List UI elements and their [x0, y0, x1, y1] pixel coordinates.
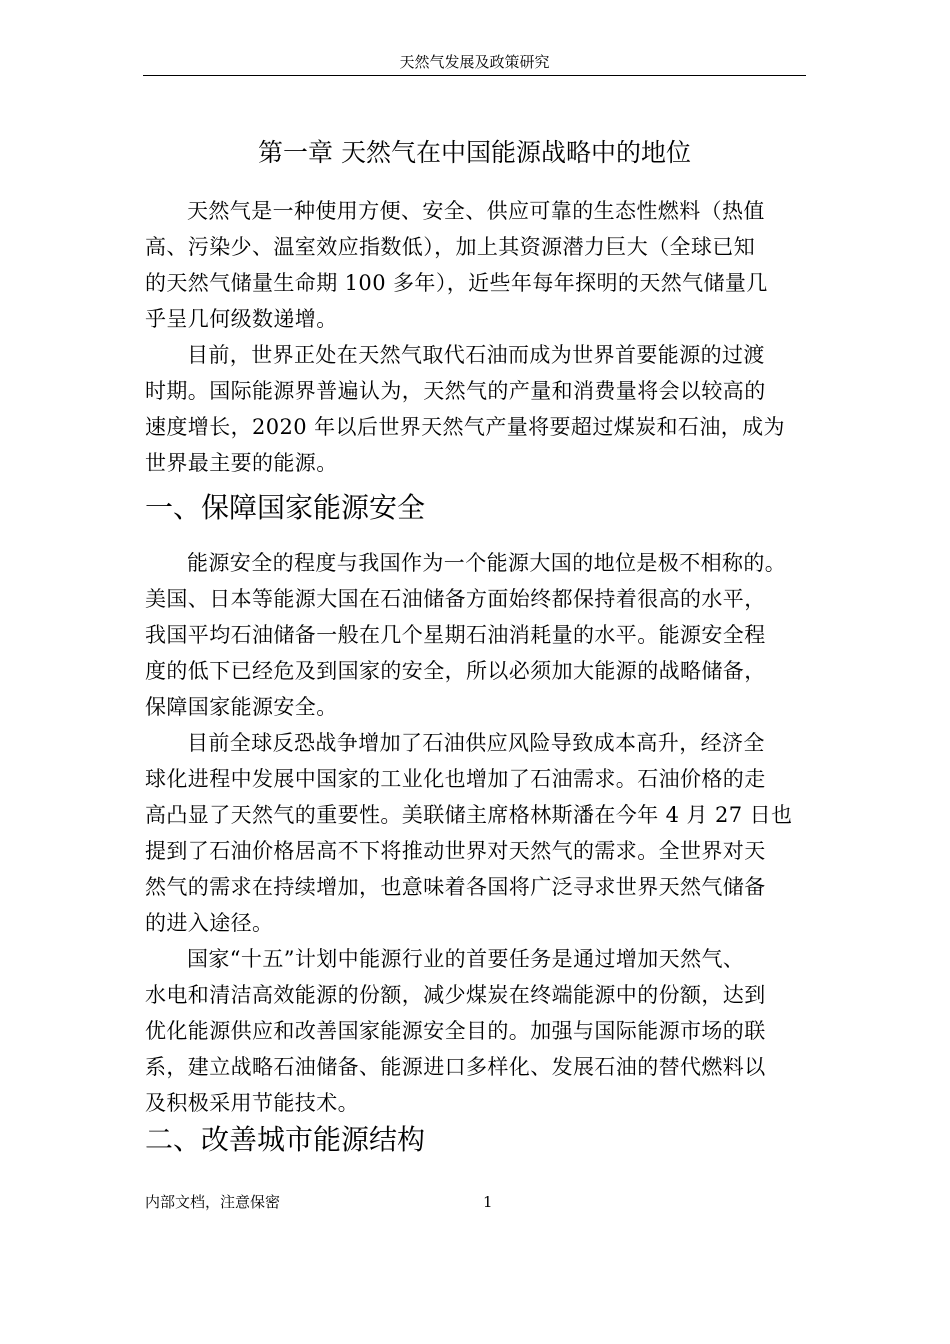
text-line: 能源安全的程度与我国作为一个能源大国的地位是极不相称的。 — [187, 551, 787, 575]
section-heading: 一、保障国家能源安全 — [145, 491, 426, 524]
paragraph — [145, 545, 825, 725]
text-line: 高、污染少、温室效应指数低），加上其资源潜力巨大（全球已知 — [145, 235, 756, 259]
text-line: 球化进程中发展中国家的工业化也增加了石油需求。石油价格的走 — [145, 767, 766, 791]
text-line: 高凸显了天然气的重要性。美联储主席格林斯潘在今年 4 月 27 日也 — [145, 803, 793, 827]
paragraph — [145, 193, 825, 337]
text-line: 时期。国际能源界普遍认为，天然气的产量和消费量将会以较高的 — [145, 379, 766, 403]
page-number: 1 — [483, 1193, 493, 1211]
text-line: 乎呈几何级数递增。 — [145, 307, 338, 331]
chapter-title: 第一章 天然气在中国能源战略中的地位 — [258, 138, 691, 167]
section1-body — [145, 545, 825, 1121]
header-rule — [143, 75, 806, 76]
text-line: 速度增长，2020 年以后世界天然气产量将要超过煤炭和石油，成为 — [145, 415, 785, 439]
text-line: 然气的需求在持续增加，也意味着各国将广泛寻求世界天然气储备 — [145, 875, 766, 899]
text-line: 的进入途径。 — [145, 911, 274, 935]
text-line: 的天然气储量生命期 100 多年），近些年每年探明的天然气储量几 — [145, 271, 768, 295]
text-line: 优化能源供应和改善国家能源安全目的。加强与国际能源市场的联 — [145, 1019, 766, 1043]
paragraph — [145, 337, 825, 481]
text-line: 系，建立战略石油储备、能源进口多样化、发展石油的替代燃料以 — [145, 1055, 766, 1079]
text-line: 度的低下已经危及到国家的安全，所以必须加大能源的战略储备， — [145, 659, 766, 683]
text-line: 目前全球反恐战争增加了石油供应风险导致成本高升，经济全 — [187, 731, 765, 755]
paragraph — [145, 725, 825, 941]
paragraph — [145, 941, 825, 1121]
text-line: 提到了石油价格居高不下将推动世界对天然气的需求。全世界对天 — [145, 839, 766, 863]
intro-section — [145, 193, 825, 481]
section-heading: 二、改善城市能源结构 — [145, 1123, 426, 1156]
text-line: 我国平均石油储备一般在几个星期石油消耗量的水平。能源安全程 — [145, 623, 766, 647]
text-line: 国家“十五”计划中能源行业的首要任务是通过增加天然气、 — [187, 947, 745, 971]
text-line: 美国、日本等能源大国在石油储备方面始终都保持着很高的水平， — [145, 587, 766, 611]
footer-confidential-note: 内部文档，注意保密 — [145, 1193, 281, 1211]
text-line: 及积极采用节能技术。 — [145, 1091, 359, 1115]
text-line: 水电和清洁高效能源的份额，减少煤炭在终端能源中的份额，达到 — [145, 983, 766, 1007]
text-line: 天然气是一种使用方便、安全、供应可靠的生态性燃料（热值 — [187, 199, 765, 223]
running-header: 天然气发展及政策研究 — [399, 53, 550, 71]
text-line: 世界最主要的能源。 — [145, 451, 338, 475]
text-line: 目前，世界正处在天然气取代石油而成为世界首要能源的过渡 — [187, 343, 765, 367]
text-line: 保障国家能源安全。 — [145, 695, 338, 719]
